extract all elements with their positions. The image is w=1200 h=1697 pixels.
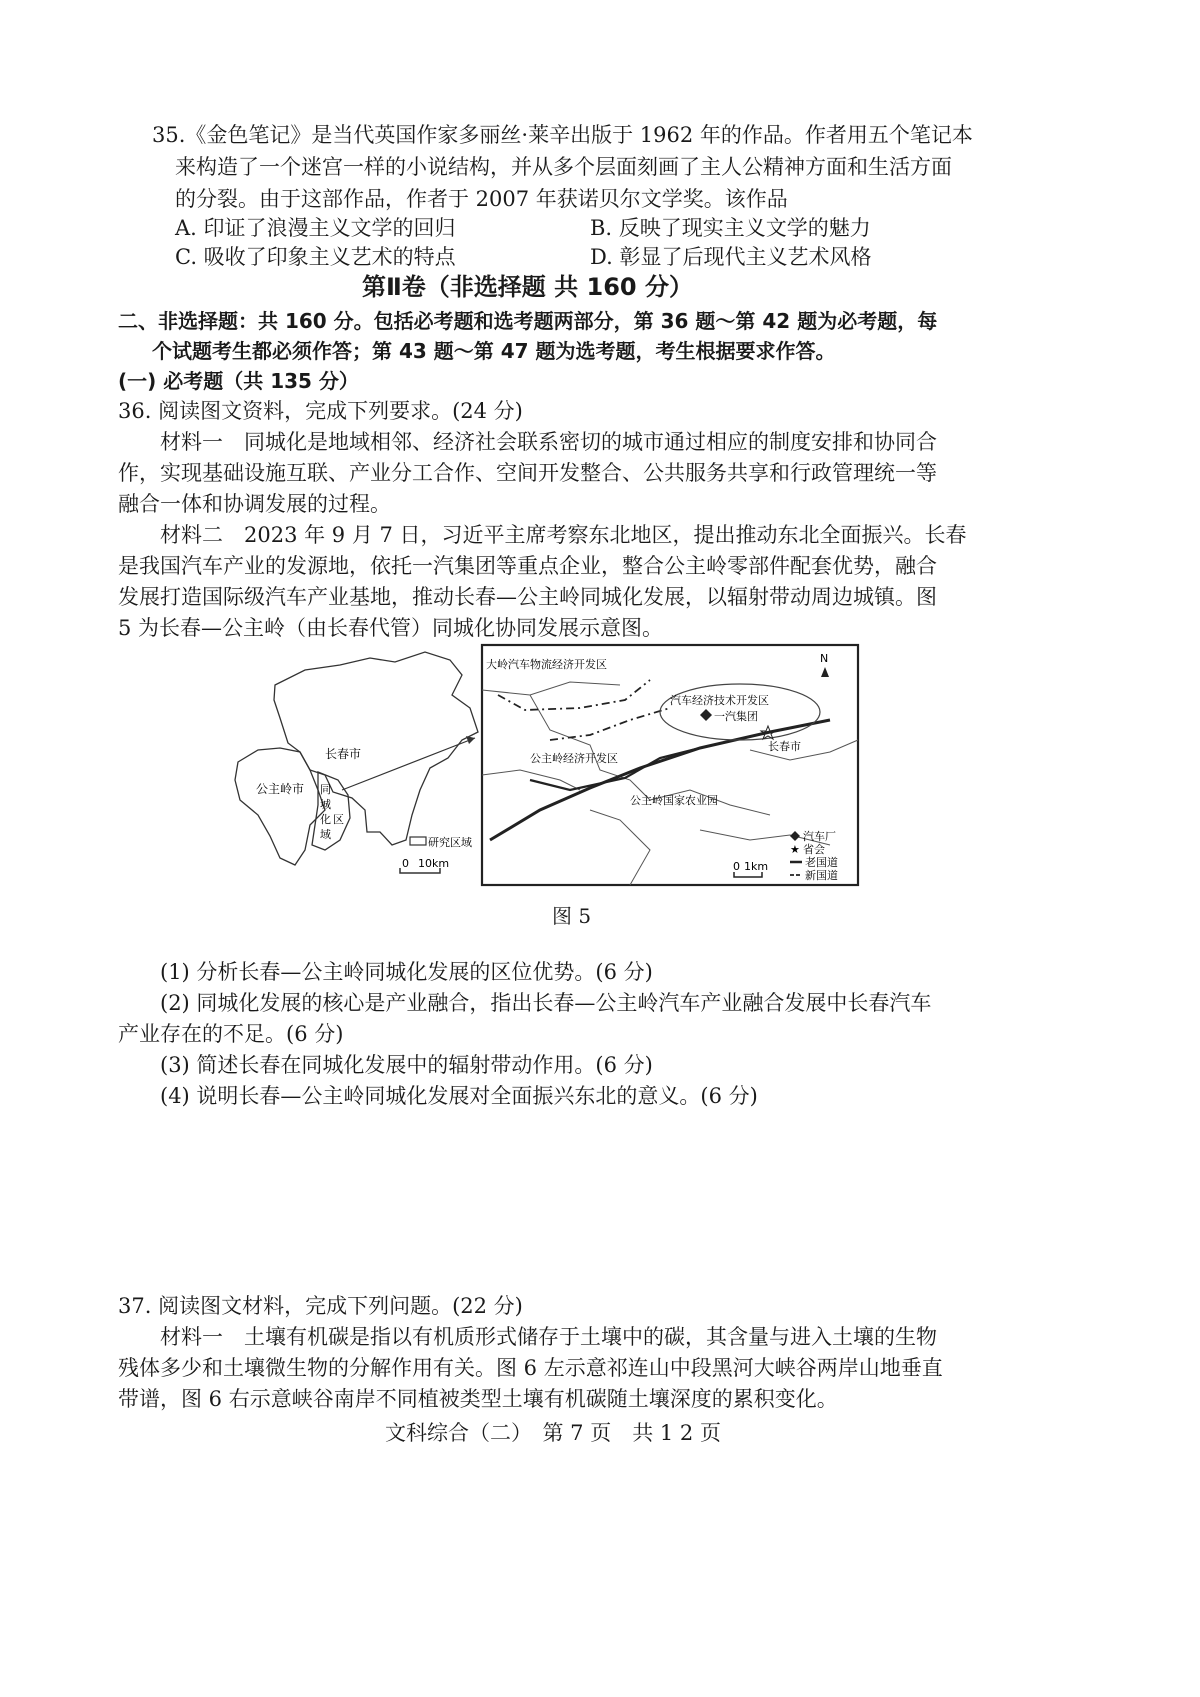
faw-factory-icon bbox=[700, 709, 712, 721]
q36-material2-line-3: 发展打造国际级汽车产业基地，推动长春—公主岭同城化发展，以辐射带动周边城镇。图 bbox=[118, 585, 937, 609]
legend-study-area-symbol bbox=[410, 837, 426, 845]
q36-sub-2-line-2: 产业存在的不足。(6 分) bbox=[118, 1022, 344, 1046]
gongzhuling-city-boundary bbox=[235, 748, 325, 865]
right-map-frame bbox=[482, 645, 858, 885]
page-footer: 文科综合（二） 第 7 页 共 1 2 页 bbox=[385, 1421, 721, 1445]
right-scale-label: 1km bbox=[744, 860, 769, 873]
zone-char-2: 城 bbox=[320, 798, 331, 811]
right-map-terrain bbox=[482, 682, 858, 885]
auto-zone-label: 汽车经济技术开发区 bbox=[670, 694, 769, 707]
zone-boundary bbox=[312, 772, 350, 850]
gzl-agri-label: 公主岭国家农业园 bbox=[630, 794, 718, 807]
q35-option-d: D. 彰显了后现代主义艺术风格 bbox=[590, 245, 872, 269]
left-scale-label: 10km bbox=[418, 857, 450, 870]
q37-head: 37. 阅读图文材料，完成下列问题。(22 分) bbox=[118, 1294, 523, 1318]
pointer-arrow-line bbox=[342, 738, 475, 790]
q36-sub-4: (4) 说明长春—公主岭同城化发展对全面振兴东北的意义。(6 分) bbox=[160, 1084, 758, 1108]
new-national-road bbox=[498, 680, 650, 710]
daling-label: 大岭汽车物流经济开发区 bbox=[486, 658, 607, 671]
section2-title: 第Ⅱ卷（非选择题 共 160 分） bbox=[362, 273, 693, 301]
legend-factory-icon bbox=[790, 831, 800, 841]
legend-new-road-label: 新国道 bbox=[805, 869, 838, 882]
zone-char-3: 化 bbox=[320, 813, 331, 826]
pointer-arrowhead bbox=[466, 736, 475, 744]
q36-sub-1: (1) 分析长春—公主岭同城化发展的区位优势。(6 分) bbox=[160, 960, 653, 984]
section2-intro-line-1: 二、非选择题：共 160 分。包括必考题和选考题两部分，第 36 题～第 42 题为必考题，每 bbox=[118, 309, 938, 333]
legend-factory-label: 汽车厂 bbox=[803, 830, 836, 843]
zone-char-4: 区 bbox=[333, 813, 344, 826]
legend-study-area-label: 研究区域 bbox=[428, 836, 472, 849]
q36-sub-3: (3) 简述长春在同城化发展中的辐射带动作用。(6 分) bbox=[160, 1053, 653, 1077]
legend-capital-label: 省会 bbox=[803, 843, 825, 856]
faw-label: 一汽集团 bbox=[714, 710, 758, 723]
left-changchun-label: 长春市 bbox=[325, 747, 362, 761]
zone-char-5: 域 bbox=[320, 828, 331, 841]
q36-sub-2-line-1: (2) 同城化发展的核心是产业融合，指出长春—公主岭汽车产业融合发展中长春汽车 bbox=[160, 991, 932, 1015]
q35-stem-line-1: 35.《金色笔记》是当代英国作家多丽丝·莱辛出版于 1962 年的作品。作者用五个笔记本 bbox=[152, 123, 973, 147]
q36-material2-line-2: 是我国汽车产业的发源地，依托一汽集团等重点企业，整合公主岭零部件配套优势，融合 bbox=[118, 554, 937, 578]
figure-5-map bbox=[230, 640, 880, 890]
q35-stem-line-2: 来构造了一个迷宫一样的小说结构，并从多个层面刻画了主人公精神方面和生活方面 bbox=[175, 155, 952, 179]
q36-material2-line-1: 材料二 2023 年 9 月 7 日，习近平主席考察东北地区，提出推动东北全面振兴。长春 bbox=[160, 523, 967, 547]
right-scale-zero: 0 bbox=[733, 860, 740, 873]
north-arrow bbox=[821, 667, 829, 677]
legend-capital-star: ★ bbox=[790, 843, 800, 856]
left-gongzhuling-label: 公主岭市 bbox=[256, 782, 305, 796]
q35-stem-line-3: 的分裂。由于这部作品，作者于 2007 年获诺贝尔文学奖。该作品 bbox=[175, 187, 788, 211]
q36-material2-line-4: 5 为长春—公主岭（由长春代管）同城化协同发展示意图。 bbox=[118, 616, 664, 640]
q35-option-b: B. 反映了现实主义文学的魅力 bbox=[590, 216, 871, 240]
q36-material1-line-3: 融合一体和协调发展的过程。 bbox=[118, 492, 391, 516]
q37-material1-line-2: 残体多少和土壤微生物的分解作用有关。图 6 左示意祁连山中段黑河大峡谷两岸山地垂直 bbox=[118, 1356, 943, 1380]
q35-option-a: A. 印证了浪漫主义文学的回归 bbox=[175, 216, 456, 240]
old-national-road bbox=[490, 720, 830, 840]
left-scale-zero: 0 bbox=[402, 857, 409, 870]
gzl-econ-label: 公主岭经济开发区 bbox=[530, 752, 618, 765]
right-changchun-label: 长春市 bbox=[768, 740, 801, 753]
zone-char-1: 同 bbox=[320, 783, 331, 796]
required-section-heading: (一) 必考题（共 135 分） bbox=[118, 369, 359, 393]
q36-material1-line-2: 作，实现基础设施互联、产业分工合作、空间开发整合、公共服务共享和行政管理统一等 bbox=[118, 461, 937, 485]
q37-material1-line-3: 带谱，图 6 右示意峡谷南岸不同植被类型土壤有机碳随土壤深度的累积变化。 bbox=[118, 1387, 838, 1411]
legend-old-road-label: 老国道 bbox=[805, 856, 838, 869]
q35-option-c: C. 吸收了印象主义艺术的特点 bbox=[175, 245, 456, 269]
q36-material1-line-1: 材料一 同城化是地域相邻、经济社会联系密切的城市通过相应的制度安排和协同合 bbox=[160, 430, 937, 454]
north-label: N bbox=[820, 652, 829, 665]
new-road-branch bbox=[550, 708, 670, 740]
figure-5-caption: 图 5 bbox=[552, 904, 592, 928]
q36-head: 36. 阅读图文资料，完成下列要求。(24 分) bbox=[118, 399, 523, 423]
q37-material1-line-1: 材料一 土壤有机碳是指以有机质形式储存于土壤中的碳，其含量与进入土壤的生物 bbox=[160, 1325, 937, 1349]
section2-intro-line-2: 个试题考生都必须作答；第 43 题～第 47 题为选考题，考生根据要求作答。 bbox=[152, 339, 836, 363]
